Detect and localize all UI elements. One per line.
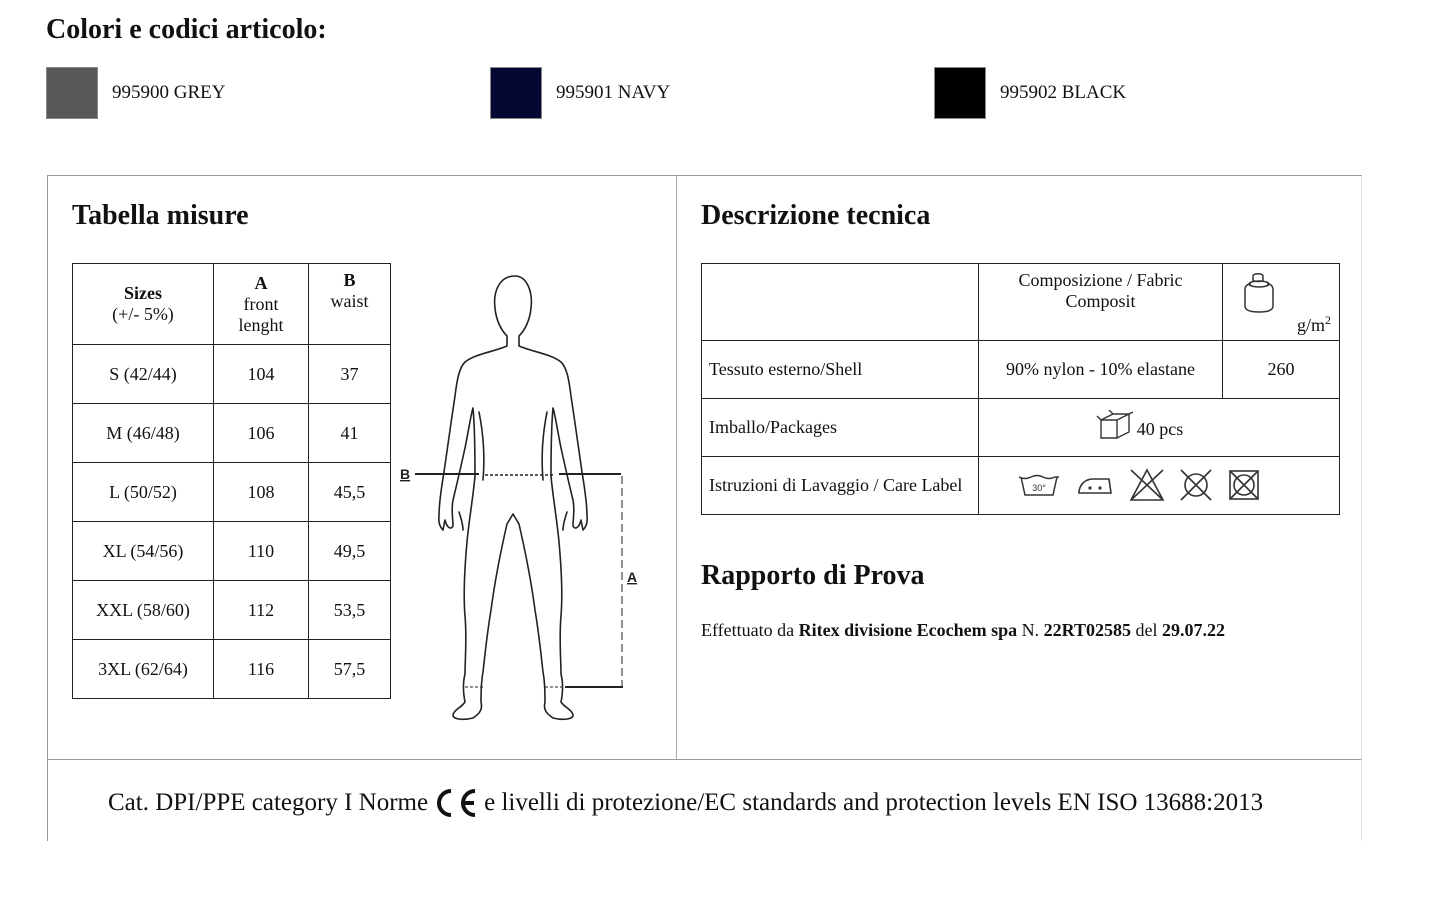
color-item-grey bbox=[46, 67, 225, 119]
sizes-header bbox=[73, 264, 214, 345]
packages-value-cell bbox=[979, 399, 1340, 457]
front-length-cell: 104 bbox=[214, 345, 309, 404]
report-title: Rapporto di Prova bbox=[701, 560, 925, 591]
table-row bbox=[73, 581, 391, 640]
weight-unit-base: g/m bbox=[1296, 315, 1325, 335]
color-code: 995900 GREY bbox=[112, 82, 226, 103]
header-text: lenght bbox=[238, 314, 284, 335]
table-row bbox=[702, 341, 1340, 399]
waist-cell: 49,5 bbox=[309, 522, 391, 581]
weight-unit-exponent: 2 bbox=[1325, 313, 1331, 327]
packages-count: 40 pcs bbox=[1136, 419, 1184, 439]
report-number-label: N. bbox=[1021, 620, 1040, 640]
colors-heading: Colori e codici articolo: bbox=[46, 14, 327, 45]
care-icons-cell bbox=[979, 457, 1340, 515]
weight-icon bbox=[1239, 272, 1279, 316]
report-date: 29.07.22 bbox=[1162, 620, 1226, 640]
wash-30-icon bbox=[1017, 471, 1061, 499]
waist-header bbox=[309, 264, 391, 345]
care-label: Istruzioni di Lavaggio / Care Label bbox=[702, 457, 979, 515]
color-item-black bbox=[934, 67, 1126, 119]
color-swatch-grey bbox=[46, 67, 98, 119]
report-lab: Ritex divisione Ecochem spa bbox=[798, 620, 1018, 640]
report-prefix: Effettuato da bbox=[701, 620, 795, 640]
care-icons bbox=[1017, 468, 1261, 502]
table-row bbox=[73, 404, 391, 463]
sizes-header-tolerance: (+/- 5%) bbox=[112, 304, 174, 324]
iron-medium-icon bbox=[1075, 471, 1115, 499]
no-bleach-icon bbox=[1129, 468, 1165, 502]
size-table bbox=[72, 263, 391, 699]
header-letter-a: A bbox=[254, 272, 268, 293]
norms-text-after: e livelli di protezione/EC standards and protection levels EN ISO 13688:2013 bbox=[484, 789, 1264, 816]
no-dry-clean-icon bbox=[1227, 468, 1261, 502]
column-divider bbox=[676, 176, 677, 759]
table-row bbox=[73, 522, 391, 581]
color-code: 995901 NAVY bbox=[556, 82, 671, 103]
color-item-navy bbox=[490, 67, 670, 119]
size-cell: S (42/44) bbox=[73, 345, 214, 404]
technical-title: Descrizione tecnica bbox=[701, 200, 931, 231]
size-cell: XL (54/56) bbox=[73, 522, 214, 581]
ce-mark-icon bbox=[434, 786, 478, 820]
box-icon bbox=[1095, 410, 1135, 440]
front-length-cell: 110 bbox=[214, 522, 309, 581]
composition-header: Composizione / Fabric Composit bbox=[979, 264, 1223, 341]
measure-b-label: B bbox=[400, 466, 411, 482]
technical-header-row bbox=[702, 264, 1340, 341]
header-letter-b: B bbox=[343, 270, 356, 290]
norms-line bbox=[108, 786, 1263, 820]
shell-composition: 90% nylon - 10% elastane bbox=[979, 341, 1223, 399]
header-text: waist bbox=[330, 291, 369, 311]
shell-weight: 260 bbox=[1223, 341, 1340, 399]
packages-label: Imballo/Packages bbox=[702, 399, 979, 457]
table-row bbox=[702, 399, 1340, 457]
shell-label: Tessuto esterno/Shell bbox=[702, 341, 979, 399]
report-number: 22RT02585 bbox=[1043, 620, 1132, 640]
measure-a-label: A bbox=[627, 569, 638, 585]
table-row bbox=[73, 345, 391, 404]
size-table-title: Tabella misure bbox=[72, 200, 249, 231]
empty-header-cell bbox=[702, 264, 979, 341]
body-outline bbox=[439, 276, 587, 719]
sizes-header-label: Sizes bbox=[124, 283, 162, 303]
front-length-cell: 112 bbox=[214, 581, 309, 640]
size-cell: M (46/48) bbox=[73, 404, 214, 463]
front-length-header bbox=[214, 264, 309, 345]
body-measurement-figure bbox=[395, 262, 645, 732]
color-swatch-black bbox=[934, 67, 986, 119]
size-cell: XXL (58/60) bbox=[73, 581, 214, 640]
table-row bbox=[702, 457, 1340, 515]
size-cell: L (50/52) bbox=[73, 463, 214, 522]
report-line bbox=[701, 620, 1225, 641]
technical-table bbox=[701, 263, 1340, 515]
table-row bbox=[73, 463, 391, 522]
table-row bbox=[73, 640, 391, 699]
measurement-lines bbox=[415, 474, 623, 687]
waist-cell: 41 bbox=[309, 404, 391, 463]
packages-value bbox=[1095, 410, 1184, 440]
waist-cell: 53,5 bbox=[309, 581, 391, 640]
color-code: 995902 BLACK bbox=[1000, 82, 1127, 103]
weight-header bbox=[1223, 264, 1340, 341]
waist-cell: 37 bbox=[309, 345, 391, 404]
weight-unit bbox=[1297, 313, 1331, 336]
header-text: front bbox=[243, 293, 279, 314]
waist-cell: 45,5 bbox=[309, 463, 391, 522]
wash-temperature: 30° bbox=[1032, 482, 1046, 493]
norms-text-before: Cat. DPI/PPE category I Norme bbox=[108, 789, 429, 816]
front-length-cell: 108 bbox=[214, 463, 309, 522]
front-length-cell: 106 bbox=[214, 404, 309, 463]
report-date-label: del bbox=[1135, 620, 1158, 640]
waist-cell: 57,5 bbox=[309, 640, 391, 699]
front-length-cell: 116 bbox=[214, 640, 309, 699]
no-tumble-dry-icon bbox=[1179, 468, 1213, 502]
size-table-header bbox=[73, 264, 391, 345]
size-cell: 3XL (62/64) bbox=[73, 640, 214, 699]
color-swatch-navy bbox=[490, 67, 542, 119]
